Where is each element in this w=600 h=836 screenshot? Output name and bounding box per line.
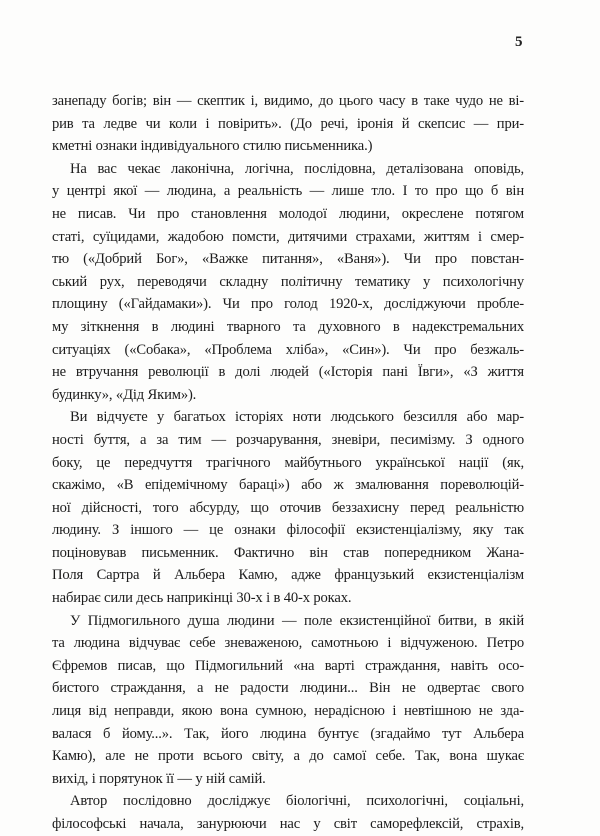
text-line: скажімо, «В епідемічному бараці») або ж змалювання пореволюцій- [52,477,524,494]
text-line: Ви відчуєте у багатьох історіях ноти людського безсилля або мар- [70,409,524,426]
text-line: Єфремов писав, що Підмогильний «на варті страждання, навіть осо- [52,657,524,674]
text-line: не втручання революції в долі людей («Історія пані Ївги», «З життя [52,364,524,381]
text-line: ності буття, а за тим — розчарування, зневіри, песимізму. З одного [52,431,524,448]
text-line: не писав. Чи про становлення молодої людини, окреслене потягом [52,205,524,222]
text-line: та людина відчуває себе зневаженою, самотньою і відчуженою. Петро [52,635,524,652]
text-line: будинку», «Дід Яким»). [52,386,197,403]
text-line: поціновував письменник. Фактично він став попередником Жана- [52,544,524,561]
text-line: Поля Сартра й Альбера Камю, адже французький екзистенціалізм [52,567,524,584]
paragraph [52,790,524,835]
text-line: ситуаціях («Собака», «Проблема хліба», «Син»). Чи про безжаль- [52,341,524,358]
text-line: рив та ледве чи коли і повірить». (До речі, іронія й скепсис — при- [52,115,524,132]
text-line: У Підмогильного душа людини — поле екзистенційної битви, в якій [70,612,524,629]
text-line: ський рух, переводячи складну політичну тематику у психологічну [52,273,524,290]
text-line: валася б йому...». Так, його людина бунтує (згадаймо тут Альбера [52,725,524,742]
text-line: Автор послідовно досліджує біологічні, психологічні, соціальні, [70,793,524,810]
text-line: набирає сили десь наприкінці 30-х і в 40-х роках. [52,590,352,607]
text-line: На вас чекає лаконічна, логічна, послідовна, деталізована оповідь, [70,160,524,177]
text-line: площину («Гайдамаки»). Чи про голод 1920-х, досліджуючи пробле- [52,296,524,313]
text-line: ної дійсності, того абсурду, що оточив беззахисну перед реальністю [52,499,524,516]
text-line: бистого страждання, а не радости людини... Він не одвертає свого [52,680,524,697]
text-line: тю («Добрий Бог», «Важке питання», «Ваня»). Чи про повстан- [52,251,524,268]
paragraph [52,610,524,791]
text-line: вихід, і порятунок її — у ній самій. [52,770,266,787]
text-line: у центрі якої — людина, а реальність — лише тло. І то про що б він [52,183,524,200]
text-line: кметні ознаки індивідуального стилю письменника.) [52,138,373,155]
body-text [52,90,524,836]
page-number: 5 [515,34,523,50]
text-line: занепаду богів; він — скептик і, видимо, до цього часу в таке чудо не ві- [52,93,524,109]
text-line: лиця від неправди, якою вона сумною, нерадісною і невтішною не зда- [52,703,524,720]
text-line: Камю), але не проти всього світу, а до самої себе. Так, вона шукає [52,748,524,765]
text-line: му зіткнення в людині тварного та духовного в надекстремальних [52,318,524,335]
paragraph [52,158,524,407]
text-line: людину. З іншого — це ознаки філософії екзистенціалізму, яку так [52,522,524,539]
paragraph [52,90,524,158]
text-line: філософські начала, занурюючи нас у світ саморефлексій, страхів, [52,816,524,832]
text-line: боку, це передчуття трагічного майбутнього української нації (як, [52,454,524,471]
text-line: статі, суїцидами, жадобою помсти, дитячими страхами, життям і смер- [52,228,524,245]
paragraph [52,406,524,609]
